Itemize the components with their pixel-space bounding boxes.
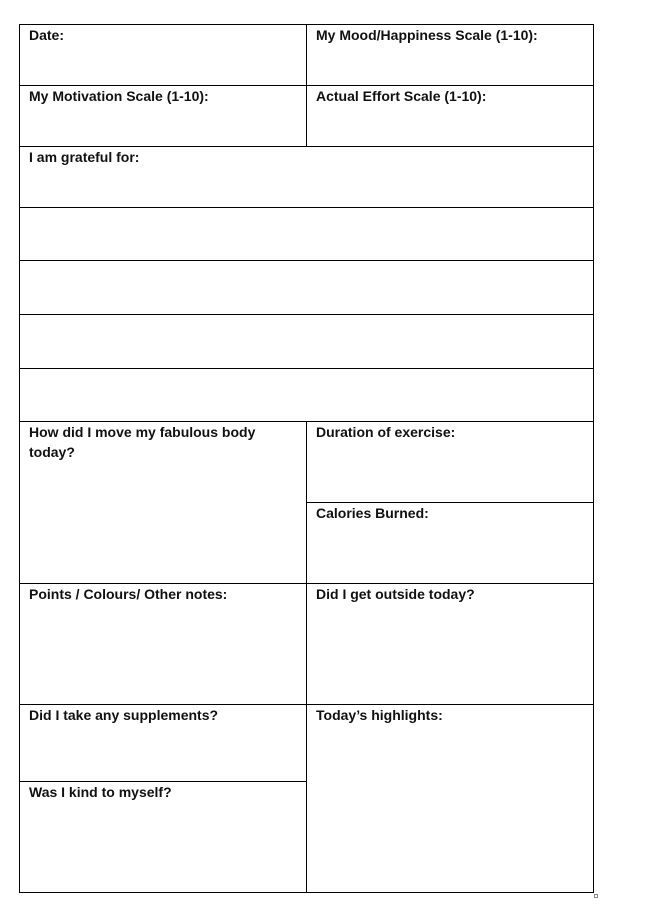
- column-divider: [306, 421, 307, 893]
- calories-burned-label: Calories Burned:: [316, 505, 429, 521]
- exercise-duration-label: Duration of exercise:: [316, 424, 456, 440]
- row-divider: [19, 314, 594, 315]
- grateful-label: I am grateful for:: [29, 149, 140, 165]
- other-notes-label: Points / Colours/ Other notes:: [29, 586, 228, 602]
- kind-to-myself-label: Was I kind to myself?: [29, 784, 172, 800]
- column-divider: [306, 24, 307, 146]
- row-divider: [19, 368, 594, 369]
- motivation-scale-label: My Motivation Scale (1-10):: [29, 88, 209, 104]
- outside-today-label: Did I get outside today?: [316, 586, 475, 602]
- highlights-label: Today’s highlights:: [316, 707, 443, 723]
- effort-scale-label: Actual Effort Scale (1-10):: [316, 88, 487, 104]
- mood-scale-label: My Mood/Happiness Scale (1-10):: [316, 27, 538, 43]
- row-divider: [19, 207, 594, 208]
- page-end-marker: [594, 894, 598, 898]
- date-label: Date:: [29, 27, 65, 43]
- supplements-label: Did I take any supplements?: [29, 707, 219, 723]
- move-body-label: How did I move my fabulous body today?: [29, 424, 256, 460]
- row-divider: [19, 260, 594, 261]
